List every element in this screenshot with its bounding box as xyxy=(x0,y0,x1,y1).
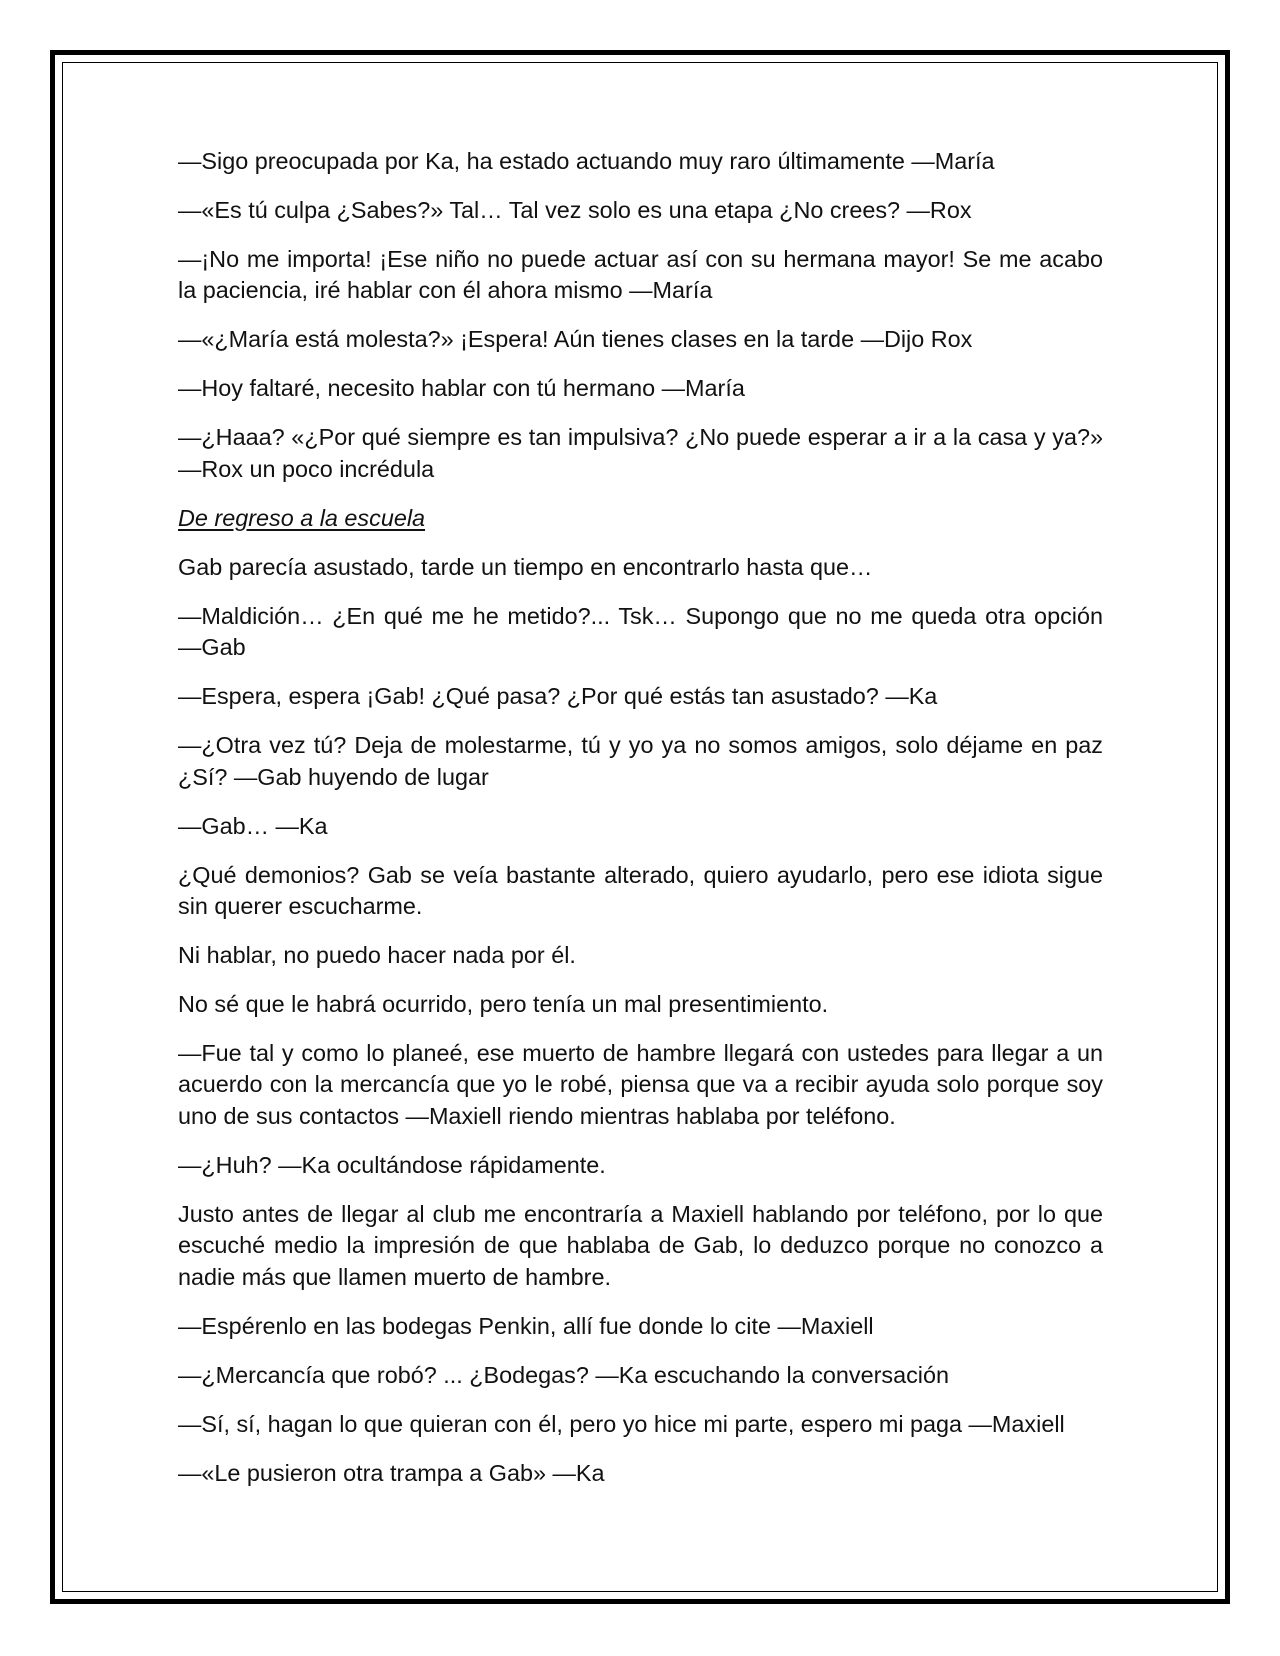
paragraph: —Sí, sí, hagan lo que quieran con él, pero yo hice mi parte, espero mi paga —Maxiell xyxy=(178,1410,1065,1437)
paragraph: —Espérenlo en las bodegas Penkin, allí fue donde lo cite —Maxiell xyxy=(178,1312,874,1339)
paragraph: —Hoy faltaré, necesito hablar con tú hermano —María xyxy=(178,375,745,402)
paragraph: —¿Huh? —Ka ocultándose rápidamente. xyxy=(178,1151,606,1178)
paragraph: —¿Mercancía que robó? ... ¿Bodegas? —Ka escuchando la conversación xyxy=(178,1361,950,1388)
document-body xyxy=(178,146,1103,1507)
paragraph: ¿Qué demonios? Gab se veía bastante alterado, quiero ayudarlo, pero ese idiota sigue sin querer escucharme. xyxy=(178,861,1103,920)
paragraph: —Fue tal y como lo planeé, ese muerto de hambre llegará con ustedes para llegar a un acuerdo con la mercancía que yo le robé, piensa que va a recibir ayuda solo porque soy uno de sus contactos —Maxiell riendo mientras hablaba por teléfono. xyxy=(178,1040,1103,1129)
paragraph: —¡No me importa! ¡Ese niño no puede actuar así con su hermana mayor! Se me acabo la paciencia, iré hablar con él ahora mismo —María xyxy=(178,246,1103,304)
paragraph: Ni hablar, no puedo hacer nada por él. xyxy=(178,942,576,969)
paragraph: —«¿María está molesta?» ¡Espera! Aún tienes clases en la tarde —Dijo Rox xyxy=(178,326,973,353)
paragraph: Gab parecía asustado, tarde un tiempo en encontrarlo hasta que… xyxy=(178,553,873,580)
paragraph: —«Le pusieron otra trampa a Gab» —Ka xyxy=(178,1459,605,1486)
paragraph: —Sigo preocupada por Ka, ha estado actuando muy raro últimamente —María xyxy=(178,148,995,174)
paragraph: No sé que le habrá ocurrido, pero tenía un mal presentimiento. xyxy=(178,991,829,1018)
paragraph: —Maldición… ¿En qué me he metido?... Tsk… Supongo que no me queda otra opción —Gab xyxy=(178,602,1103,661)
section-heading: De regreso a la escuela xyxy=(178,504,426,531)
paragraph: —Gab… —Ka xyxy=(178,812,328,839)
paragraph: —¿Otra vez tú? Deja de molestarme, tú y yo ya no somos amigos, solo déjame en paz ¿Sí? —Gab huyendo de lugar xyxy=(178,732,1103,790)
paragraph: Justo antes de llegar al club me encontraría a Maxiell hablando por teléfono, por lo que escuché medio la impresión de que hablaba de Gab, lo deduzco porque no conozco a nadie más que llamen muerto de hambre. xyxy=(178,1200,1103,1290)
paragraph: —Espera, espera ¡Gab! ¿Qué pasa? ¿Por qué estás tan asustado? —Ka xyxy=(178,683,938,710)
paragraph: —¿Haaa? «¿Por qué siempre es tan impulsiva? ¿No puede esperar a ir a la casa y ya?» —Rox un poco incrédula xyxy=(178,424,1103,482)
paragraph: —«Es tú culpa ¿Sabes?» Tal… Tal vez solo es una etapa ¿No crees? —Rox xyxy=(178,197,972,223)
